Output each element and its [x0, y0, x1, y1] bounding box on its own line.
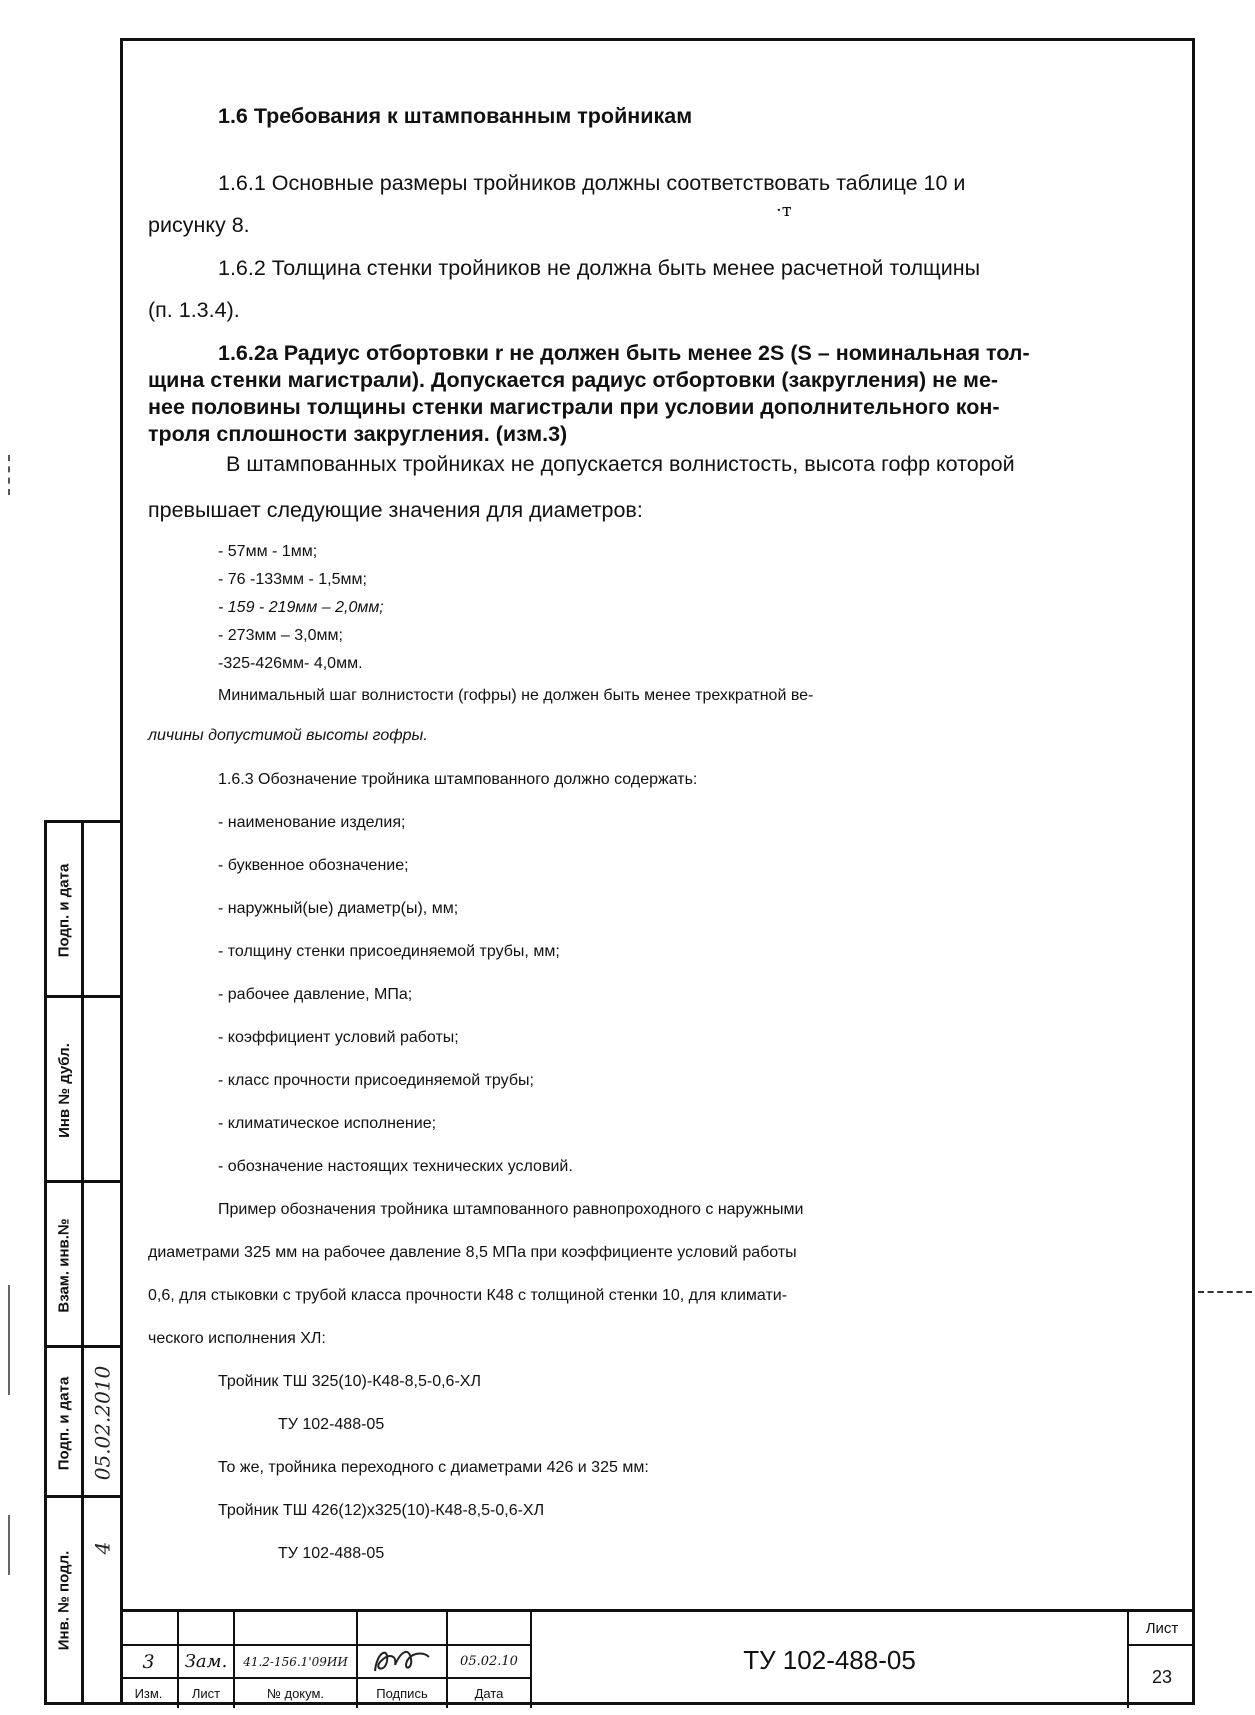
designation-item: - буквенное обозначение; [218, 857, 409, 874]
header-izm: Изм. [134, 1686, 163, 1701]
row-doc-number: 41.2-156.1'09ИИ [243, 1654, 348, 1669]
diameter-item: - 273мм – 3,0мм; [218, 627, 343, 644]
diameter-item: - 57мм - 1мм; [218, 543, 318, 560]
stray-mark: ·т [776, 200, 792, 221]
paragraph-1-6-2a-line4: троля сплошности закругления. (изм.3) [148, 422, 568, 446]
side-label: Подп. и дата [55, 1376, 73, 1470]
designation-item: - обозначение настоящих технических условий. [218, 1158, 573, 1175]
paragraph-1-6-2a-line2: щина стенки магистрали). Допускается радиус отбортовки (закругления) не ме- [148, 368, 999, 392]
designation-item: - рабочее давление, МПа; [218, 986, 413, 1003]
paragraph-1-6-2-line2: (п. 1.3.4). [148, 298, 240, 322]
example-line4: ческого исполнения ХЛ: [148, 1330, 326, 1347]
example-line2: диаметрами 325 мм на рабочее давление 8,5 МПа при коэффициенте условий работы [148, 1244, 797, 1261]
section-heading: 1.6 Требования к штампованным тройникам [218, 104, 693, 128]
title-block [120, 1609, 1195, 1708]
margin-mark [8, 455, 12, 495]
paragraph-1-6-2a-line3: нее половины толщины стенки магистрали при условии дополнительного кон- [148, 395, 1000, 419]
waviness-line1: В штампованных тройниках не допускается волнистость, высота гофр которой [226, 452, 1015, 476]
margin-mark [1198, 1291, 1252, 1293]
designation-example-1-tu: ТУ 102-488-05 [278, 1416, 385, 1433]
margin-mark [8, 1515, 10, 1575]
designation-example-1: Тройник ТШ 325(10)-К48-8,5-0,6-ХЛ [218, 1373, 481, 1390]
side-label: Инв. № подл. [55, 1550, 73, 1650]
paragraph-1-6-2-line1: 1.6.2 Толщина стенки тройников не должна быть менее расчетной толщины [218, 256, 981, 280]
step-line1: Минимальный шаг волнистости (гофры) не должен быть менее трехкратной ве- [218, 687, 814, 704]
waviness-line2: превышает следующие значения для диаметров: [148, 498, 643, 522]
same-line: То же, тройника переходного с диаметрами 426 и 325 мм: [218, 1459, 649, 1476]
designation-item: - коэффициент условий работы; [218, 1029, 459, 1046]
designation-item: - климатическое исполнение; [218, 1115, 437, 1132]
side-label: Взам. инв.№ [55, 1218, 73, 1313]
diameter-item: -325-426мм- 4,0мм. [218, 655, 363, 672]
sheet-number: 23 [1151, 1666, 1173, 1687]
diameter-item: - 76 -133мм - 1,5мм; [218, 571, 367, 588]
designation-example-2: Тройник ТШ 426(12)х325(10)-К48-8,5-0,6-ХЛ [218, 1502, 545, 1519]
row-izm: 3 [142, 1650, 155, 1673]
row-zam: Зам. [184, 1651, 228, 1672]
left-stamp [44, 820, 120, 1705]
step-line2: личины допустимой высоты гофры. [148, 727, 428, 744]
margin-mark [8, 1285, 10, 1395]
header-sign: Подпись [376, 1686, 428, 1701]
side-label: Подп. и дата [55, 863, 73, 958]
designation-example-2-tu: ТУ 102-488-05 [278, 1545, 385, 1562]
diameter-item: - 159 - 219мм – 2,0мм; [218, 599, 384, 616]
sheet-label: Лист [1145, 1619, 1179, 1637]
designation-item: - наружный(ые) диаметр(ы), мм; [218, 900, 459, 917]
paragraph-1-6-1-line2: рисунку 8. [148, 213, 250, 237]
paragraph-1-6-2a-line1: 1.6.2а Радиус отбортовки r не должен быть менее 2S (S – номинальная тол- [218, 341, 1030, 365]
handwritten-number: 4 [89, 1541, 114, 1555]
paragraph-1-6-3: 1.6.3 Обозначение тройника штампованного должно содержать: [218, 771, 698, 788]
side-label: Инв № дубл. [55, 1043, 73, 1138]
designation-item: - толщину стенки присоединяемой трубы, мм; [218, 943, 560, 960]
signature [358, 1642, 446, 1678]
handwritten-date: 05.02.2010 [90, 1365, 115, 1481]
header-list: Лист [191, 1686, 221, 1701]
paragraph-1-6-1-line1: 1.6.1 Основные размеры тройников должны соответствовать таблице 10 и [218, 171, 966, 195]
header-date: Дата [474, 1686, 504, 1701]
example-line3: 0,6, для стыковки с трубой класса прочности К48 с толщиной стенки 10, для климати- [148, 1287, 788, 1304]
designation-item: - наименование изделия; [218, 814, 406, 831]
row-date: 05.02.10 [460, 1654, 518, 1669]
designation-item: - класс прочности присоединяемой трубы; [218, 1072, 534, 1089]
header-docnum: № докум. [266, 1686, 325, 1701]
example-line1: Пример обозначения тройника штампованного равнопроходного с наружными [218, 1201, 804, 1218]
document-code: ТУ 102-488-05 [743, 1644, 916, 1675]
